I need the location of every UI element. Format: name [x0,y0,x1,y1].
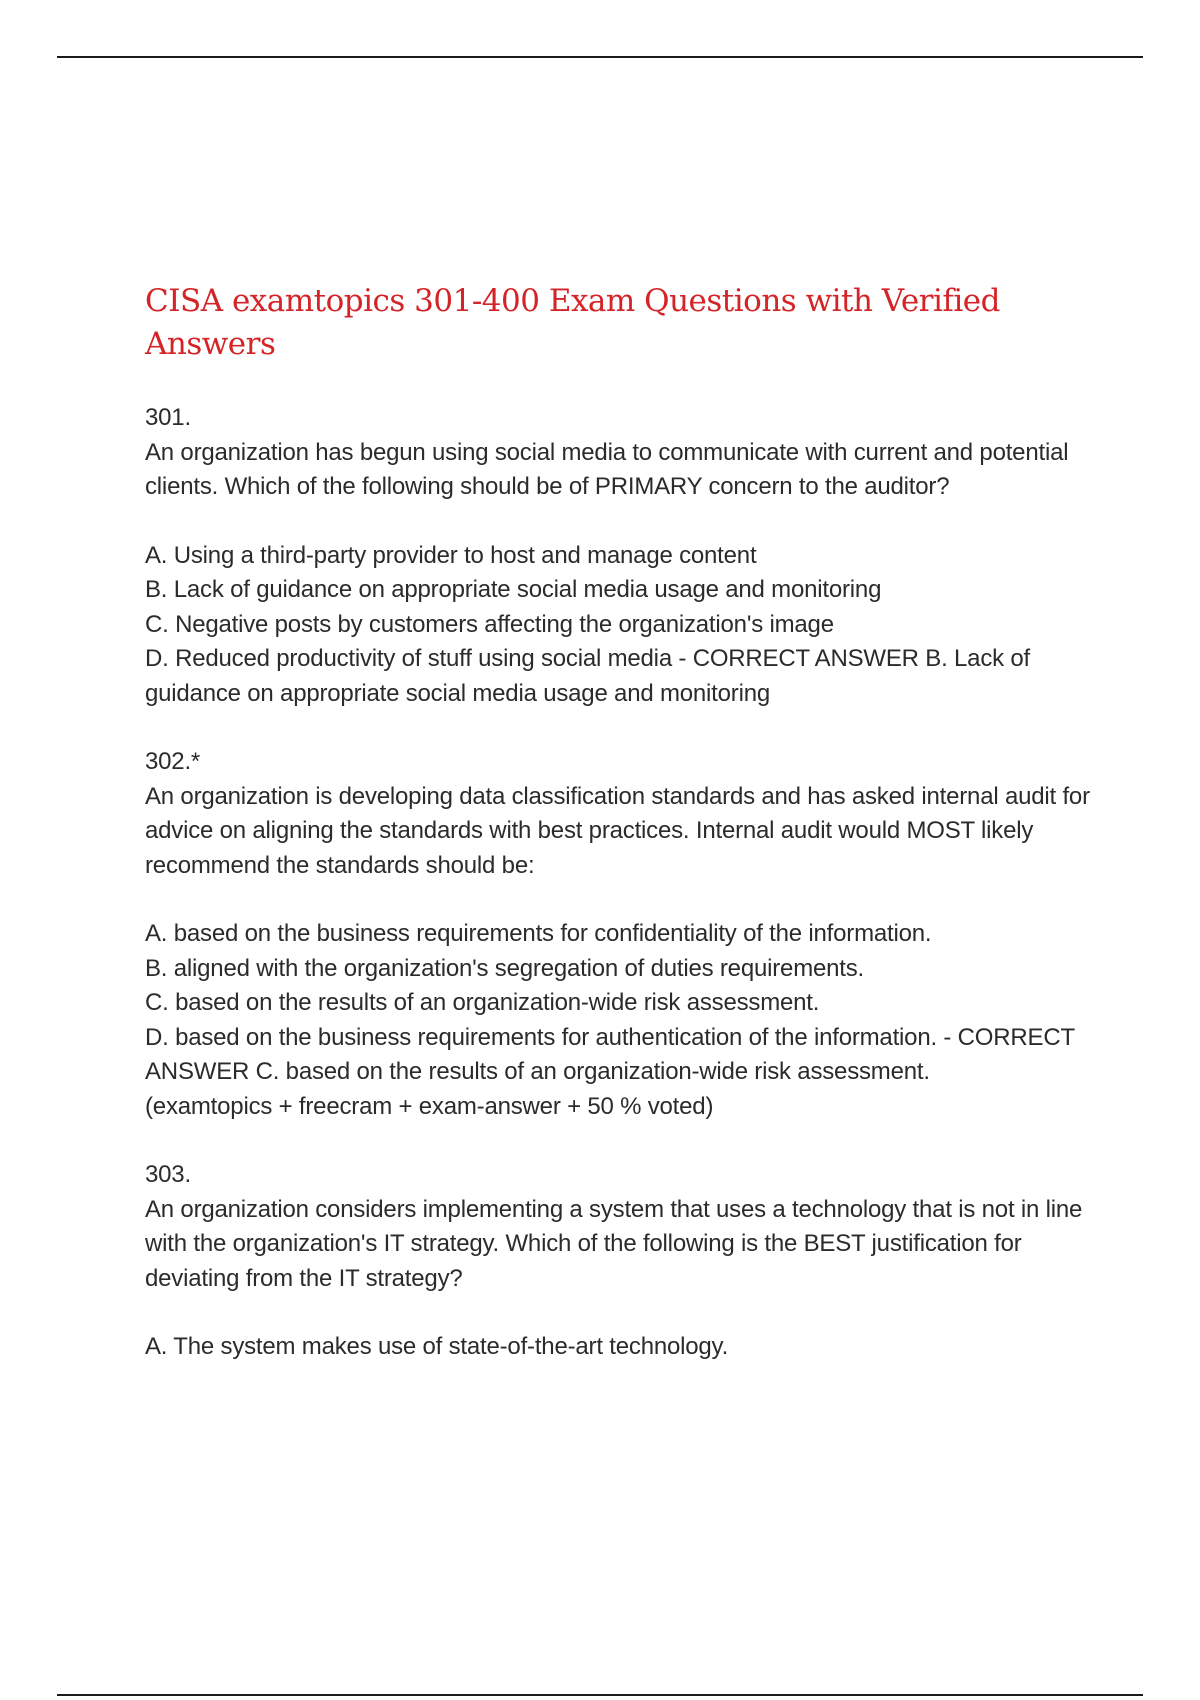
document-body [145,280,1095,1399]
footer-rule [57,1694,1143,1696]
answer-options [145,917,1095,1124]
question-text: An organization has begun using social media to communicate with current and potential clients. Which of the following should be of PRIMARY concern to the auditor? [145,438,1075,500]
option-a: A. The system makes use of state-of-the-art technology. [145,1333,729,1360]
question-301 [145,401,1095,711]
option-b: B. aligned with the organization's segregation of duties requirements. [145,954,865,982]
option-c: C. based on the results of an organization-wide risk assessment. [145,989,820,1016]
question-text: An organization is developing data classification standards and has asked internal audit for advice on aligning the standards with best practices. Internal audit would MOST likely recommend the standards should be: [145,782,1097,879]
question-number: 301. [145,404,191,431]
document-title: CISA examtopics 301-400 Exam Questions with Verified Answers [145,283,1000,362]
question-302 [145,745,1095,1124]
answer-options [145,1330,1095,1365]
question-303 [145,1158,1095,1365]
option-b: B. Lack of guidance on appropriate social media usage and monitoring [145,576,882,603]
option-d: D. Reduced productivity of stuff using social media - CORRECT ANSWER B. Lack of guidance on appropriate social media usage and monitoring [145,645,1037,707]
question-number: 302.* [145,748,201,775]
answer-options [145,539,1095,712]
option-c: C. Negative posts by customers affecting the organization's image [145,610,834,638]
question-text: An organization considers implementing a system that uses a technology that is not in line with the organization's IT strategy. Which of the following is the BEST justification for deviating from the IT strategy? [145,1195,1089,1292]
header-rule [57,56,1143,58]
option-a: A. based on the business requirements for confidentiality of the information. [145,920,932,947]
vote-note: (examtopics + freecram + exam-answer + 50 % voted) [145,1092,714,1120]
option-d: D. based on the business requirements for authentication of the information. - CORRECT ANSWER C. based on the results of an organization-wide risk assessment. [145,1023,1080,1085]
option-a: A. Using a third-party provider to host and manage content [145,541,757,569]
question-number: 303. [145,1161,191,1188]
